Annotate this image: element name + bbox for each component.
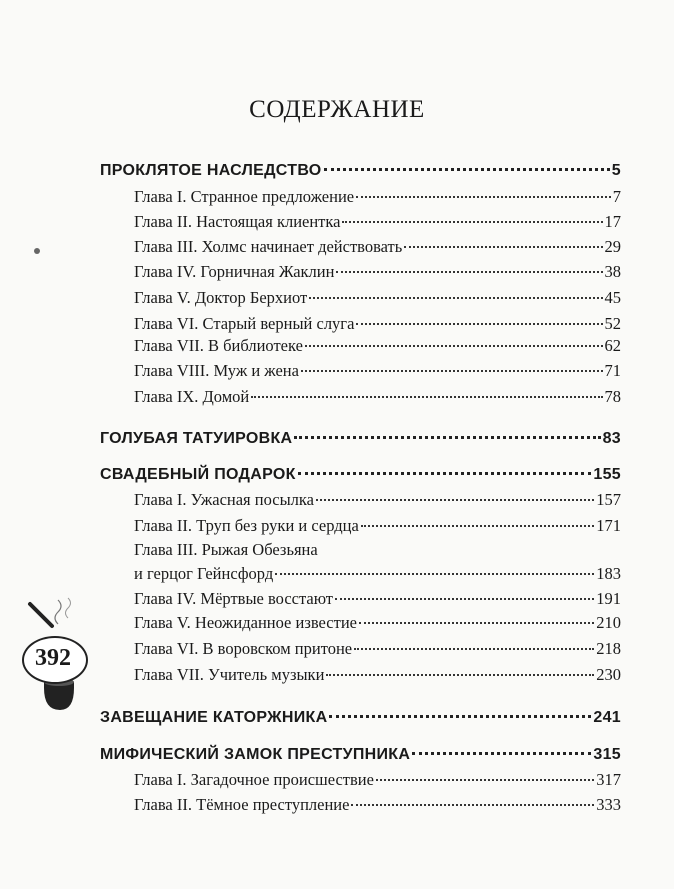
chapter-title: Глава V. Неожиданное известие <box>134 612 357 632</box>
page-number: 183 <box>596 563 621 583</box>
page-number: 45 <box>604 287 621 307</box>
chapter-title: Глава I. Загадочное происшествие <box>134 769 374 789</box>
chapter-title: Глава VII. Учитель музыки <box>134 664 325 684</box>
page-number: 5 <box>611 162 621 179</box>
toc-chapter[interactable] <box>134 609 621 633</box>
chapter-title: Глава VI. Старый верный слуга <box>134 313 355 333</box>
toc-chapter[interactable] <box>134 208 621 232</box>
leader-dots <box>376 762 594 781</box>
page-number: 38 <box>604 261 621 281</box>
page-number: 157 <box>596 489 621 509</box>
chapter-title: Глава VII. В библиотеке <box>134 335 303 355</box>
toc-chapter[interactable] <box>134 183 621 207</box>
toc-part[interactable] <box>100 703 621 727</box>
pipe-stem <box>30 604 52 626</box>
page-number-text: 392 <box>35 645 71 671</box>
chapter-title: Глава III. Холмс начинает действовать <box>134 236 403 256</box>
leader-dots <box>294 420 600 439</box>
chapter-title[interactable]: Глава III. Рыжая Обезьяна <box>134 540 318 559</box>
toc-chapter[interactable] <box>134 512 621 536</box>
chapter-title: Глава IV. Мёртвые восстают <box>134 588 334 608</box>
chapter-title: Глава VIII. Муж и жена <box>134 360 299 380</box>
chapter-title-continued: и герцог Гейнсфорд <box>134 563 274 583</box>
chapter-title: Глава VI. В воровском притоне <box>134 638 353 658</box>
toc-chapter[interactable] <box>134 233 621 257</box>
leader-dots <box>359 605 594 624</box>
leader-dots <box>329 699 591 718</box>
leader-dots <box>342 204 602 223</box>
leader-dots <box>351 787 594 806</box>
page-number: 218 <box>596 638 621 658</box>
part-title: МИФИЧЕСКИЙ ЗАМОК ПРЕСТУПНИКА <box>100 746 411 763</box>
part-title: ЗАВЕЩАНИЕ КАТОРЖНИКА <box>100 709 328 726</box>
page-number: 83 <box>602 430 621 447</box>
page-number: 317 <box>596 769 621 789</box>
leader-dots <box>335 581 594 600</box>
page-number: 171 <box>596 515 621 535</box>
leader-dots <box>356 306 602 325</box>
page-number: 210 <box>596 612 621 632</box>
chapter-title: Глава IX. Домой <box>134 386 250 406</box>
leader-dots <box>326 657 594 676</box>
part-title: ПРОКЛЯТОЕ НАСЛЕДСТВО <box>100 162 322 179</box>
page-number: 62 <box>604 335 621 355</box>
toc-chapter[interactable] <box>134 383 621 407</box>
page-number: 78 <box>604 386 621 406</box>
page-title: СОДЕРЖАНИЕ <box>249 96 425 123</box>
toc-part[interactable] <box>100 156 621 180</box>
leader-dots <box>305 328 603 347</box>
leader-dots <box>336 254 602 273</box>
page-number-badge <box>22 636 84 680</box>
toc-chapter[interactable] <box>134 791 621 815</box>
page-number: 71 <box>604 360 621 380</box>
chapter-title: Глава II. Труп без руки и сердца <box>134 515 359 535</box>
leader-dots <box>275 556 594 575</box>
leader-dots <box>298 456 592 475</box>
page-number: 333 <box>596 794 621 814</box>
leader-dots <box>251 379 602 398</box>
toc-chapter[interactable] <box>134 258 621 282</box>
page-number: 191 <box>596 588 621 608</box>
smoke-curl <box>66 598 71 618</box>
leader-dots <box>309 280 602 299</box>
chapter-title: Глава V. Доктор Берхиот <box>134 287 308 307</box>
chapter-title: Глава I. Странное предложение <box>134 186 355 206</box>
toc-chapter[interactable] <box>134 332 621 356</box>
leader-dots <box>324 152 610 171</box>
leader-dots <box>356 179 611 198</box>
leader-dots <box>404 229 602 248</box>
page-number: 230 <box>596 664 621 684</box>
toc-chapter[interactable] <box>134 357 621 381</box>
page-number: 241 <box>593 709 621 726</box>
ink-mark-icon <box>32 246 42 256</box>
toc-chapter[interactable] <box>134 284 621 308</box>
toc-chapter[interactable] <box>134 486 621 510</box>
toc-chapter[interactable] <box>134 766 621 790</box>
smoke-curl <box>55 600 61 624</box>
page-number: 52 <box>604 313 621 333</box>
leader-dots <box>412 736 591 755</box>
page-number: 29 <box>604 236 621 256</box>
part-title: ГОЛУБАЯ ТАТУИРОВКА <box>100 430 293 447</box>
chapter-title: Глава II. Тёмное преступление <box>134 794 350 814</box>
chapter-title: Глава I. Ужасная посылка <box>134 489 314 509</box>
chapter-title: Глава IV. Горничная Жаклин <box>134 261 335 281</box>
leader-dots <box>316 482 594 501</box>
page-number: 155 <box>593 466 621 483</box>
toc-chapter[interactable] <box>134 560 621 584</box>
toc-part[interactable] <box>100 460 621 484</box>
chapter-title: Глава II. Настоящая клиентка <box>134 211 341 231</box>
leader-dots <box>361 508 594 527</box>
leader-dots <box>354 631 594 650</box>
page-number: 17 <box>604 211 621 231</box>
leader-dots <box>301 353 603 372</box>
toc-part[interactable] <box>100 424 621 448</box>
toc-part[interactable] <box>100 740 621 764</box>
toc-chapter[interactable] <box>134 661 621 685</box>
part-title: СВАДЕБНЫЙ ПОДАРОК <box>100 466 296 483</box>
page-number: 315 <box>593 746 621 763</box>
toc-chapter[interactable] <box>134 635 621 659</box>
page-number: 7 <box>612 186 621 206</box>
pipe-bowl <box>44 682 74 710</box>
